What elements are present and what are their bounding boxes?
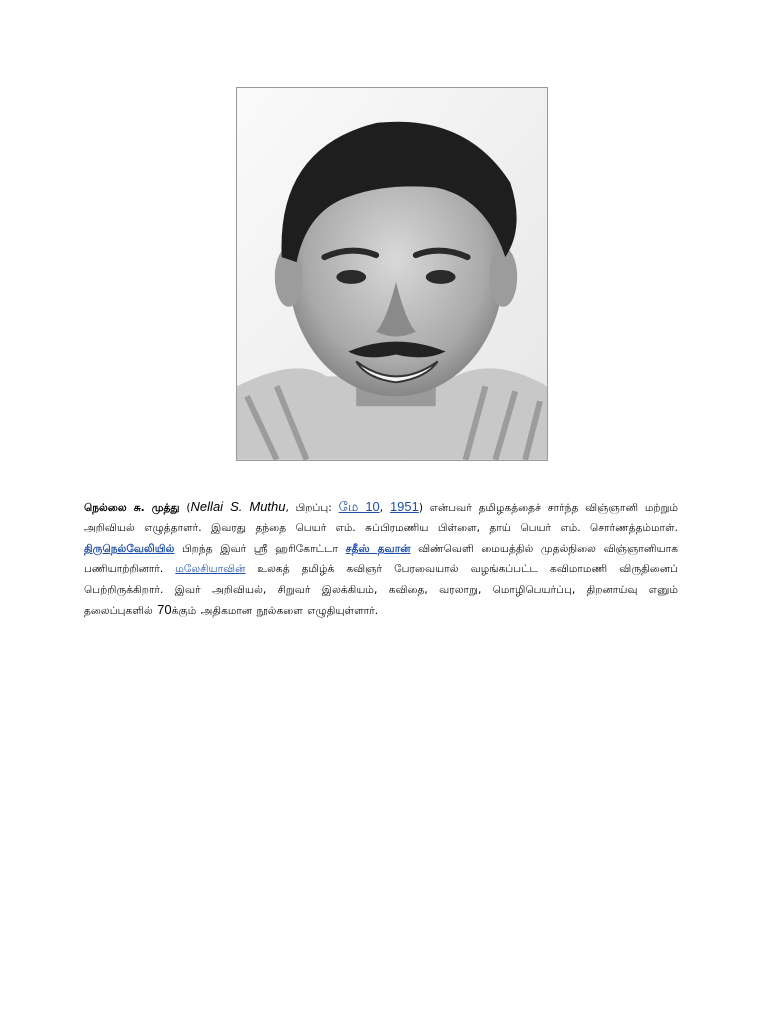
sentence-2-end: விண்வெளி மையத்தில் முதல்நிலை விஞ்ஞானியாக பணியாற்றினார். [84,542,678,576]
sentence-1: ) என்பவர் தமிழகத்தைச் சார்ந்த விஞ்ஞானி மற்றும் அறிவியல் எழுத்தாளர். இவரது தந்தை பெயர் எம். சுப்பிரமணிய பிள்ளை, தாய் பெயர் எம். சொர்ணத்தம்மாள். [84,502,679,535]
subject-name-tamil: நெல்லை சு. முத்து [84,502,180,514]
portrait-photo [236,87,548,461]
space-center-link[interactable]: சதீஸ் தவான் [345,542,411,555]
open-paren: ( [186,502,191,514]
sentence-2: பிறந்த இவர் ஸ்ரீ ஹரிகோட்டா [174,542,346,555]
sentence-3: உலகத் தமிழ்க் கவிஞர் பேரவையால் வழங்கப்பட்ட கவிமாமணி விருதினைப் பெற்றிருக்கிறார். இவர் அறிவியல், சிறுவர் இலக்கியம், கவிதை, வரலாறு, மொழிபெயர்ப்பு, திறனாய்வு எனும் தலைப்புகளில் [84,563,678,618]
portrait-image [237,88,547,460]
biography-paragraph [84,497,678,621]
comma: , [379,502,390,514]
book-count: 70 [157,602,172,618]
birthplace-link[interactable]: திருநெல்வேலியில் [84,542,175,555]
birth-date-link[interactable]: மே 10 [338,499,380,514]
country-link[interactable]: மலேசியாவின் [175,563,246,576]
birth-year-link[interactable]: 1951 [389,499,419,514]
subject-name-latin: Nellai S. Muthu [190,499,286,514]
sentence-4: க்கும் அதிகமான நூல்களை எழுதியுள்ளார். [171,605,379,618]
birth-prefix: , பிறப்பு: [285,502,339,514]
